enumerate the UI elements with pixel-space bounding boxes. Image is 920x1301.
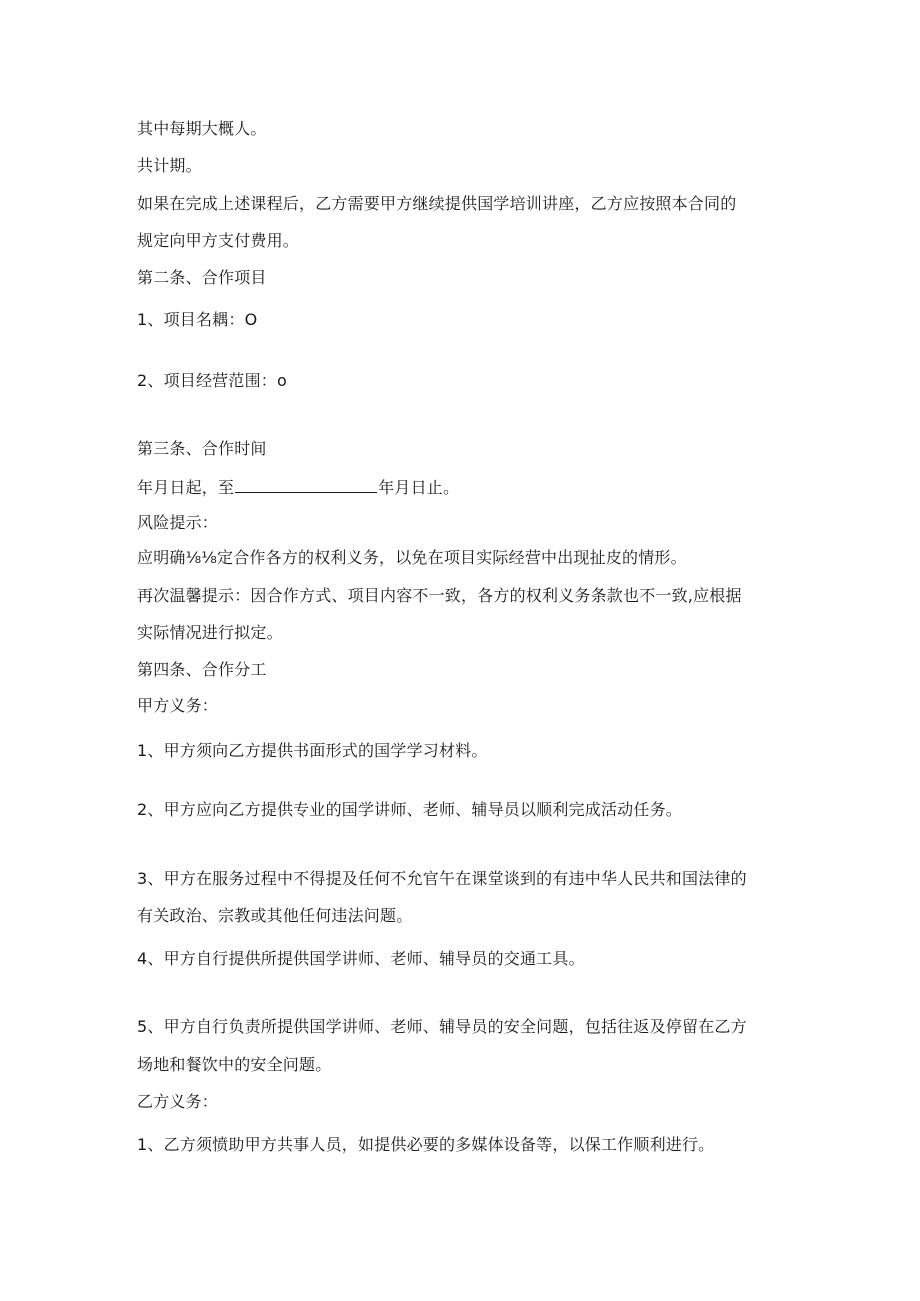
text-line: 如果在完成上述课程后，乙方需要甲方继续提供国学培训讲座，乙方应按照本合同的 [137,194,737,213]
list-item: 5、甲方自行负责所提供国学讲师、老师、辅导员的安全问题，包括往返及停留在乙方 [137,1017,747,1036]
text-line [137,476,459,498]
list-item: 4、甲方自行提供所提供国学讲师、老师、辅导员的交通工具。 [137,949,585,968]
fill-in-blank [235,476,377,493]
text-line: 乙方义务： [137,1092,219,1111]
list-item: 3、甲方在服务过程中不得提及任何不允官午在课堂谈到的有违中华人民共和国法律的 [137,869,747,888]
text-line: 共计期。 [137,156,202,175]
text-line: 应明确⅛⅛定合作各方的权利义务，以免在项目实际经营中出现扯皮的情形。 [137,548,687,567]
text-line: 甲方义务： [137,696,219,715]
text-line: 1、项目名耦：O [137,310,258,329]
text-line: 规定向甲方支付费用。 [137,231,300,250]
text-line: 实际情况进行拟定。 [137,623,283,642]
text-line: 2、项目经营范围：o [137,371,287,390]
list-item: 1、乙方须愤助甲方共事人员，如提供必要的多媒体设备等，以保工作顺利进行。 [137,1135,715,1154]
section-heading: 第四条、合作分工 [137,660,267,679]
text-line: 风险提示： [137,513,219,532]
text-line: 有关政治、宗教或其他任何违法问题。 [137,906,413,925]
text-line: 场地和餐饮中的安全问题。 [137,1055,332,1074]
text-fragment: 年月日起，至 [137,478,235,497]
text-fragment: 年月日止。 [378,478,460,497]
section-heading: 第二条、合作项目 [137,268,267,287]
section-heading: 第三条、合作时间 [137,439,267,458]
list-item: 2、甲方应向乙方提供专业的国学讲师、老师、辅导员以顺利完成活动任务。 [137,800,682,819]
text-line: 其中每期大概人。 [137,119,267,138]
text-line: 再次温馨提示：因合作方式、项目内容不一致，各方的权利义务条款也不一致,应根据 [137,586,742,605]
list-item: 1、甲方须向乙方提供书面形式的国学学习材料。 [137,741,488,760]
